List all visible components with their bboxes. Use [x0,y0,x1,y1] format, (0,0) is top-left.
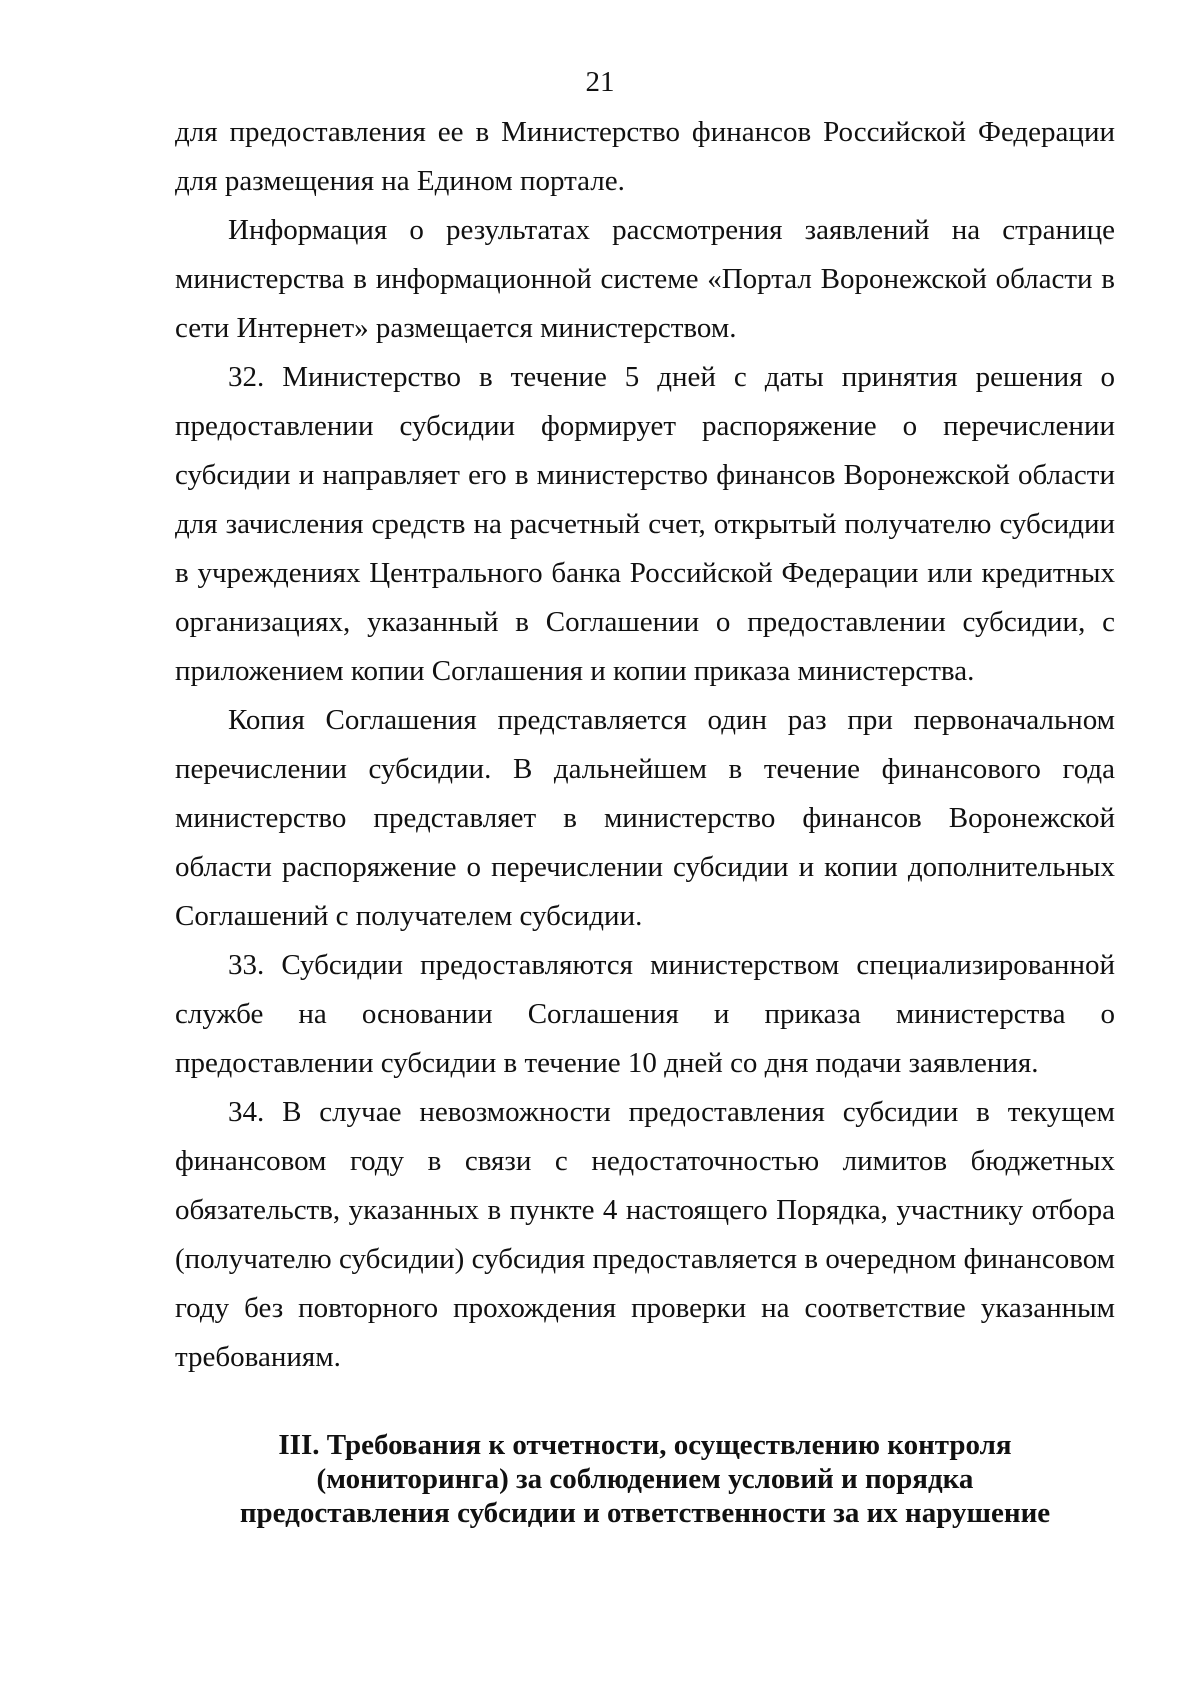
paragraph-portal-info: Информация о результатах рассмотрения заявлений на странице министерства в информационной системе «Портал Воронежской области в сети Интернет» размещается министерством. [175,214,1115,344]
paragraph-item-34: 34. В случае невозможности предоставления субсидии в текущем финансовом году в связи с недостаточностью лимитов бюджетных обязательств, указанных в пункте 4 настоящего Порядка, участнику отбора (получателю субсидии) субсидия предоставляется в очередном финансовом году без повторного прохождения проверки на соответствие указанным требованиям. [175,1096,1115,1373]
paragraph-agreement-copy: Копия Соглашения представляется один раз при первоначальном перечислении субсидии. В дальнейшем в течение финансового года министерство представляет в министерство финансов Воронежской области распоряжение о перечислении субсидии и копии дополнительных Соглашений с получателем субсидии. [175,704,1115,932]
section-heading-line: (мониторинга) за соблюдением условий и порядка [316,1463,974,1495]
section-heading-line: III. Требования к отчетности, осуществлению контроля [278,1429,1012,1461]
paragraph-item-33: 33. Субсидии предоставляются министерством специализированной службе на основании Соглашения и приказа министерства о предоставлении субсидии в течение 10 дней со дня подачи заявления. [175,949,1115,1079]
paragraph-item-32: 32. Министерство в течение 5 дней с даты принятия решения о предоставлении субсидии формирует распоряжение о перечислении субсидии и направляет его в министерство финансов Воронежской области для зачисления средств на расчетный счет, открытый получателю субсидии в учреждениях Центрального банка Российской Федерации или кредитных организациях, указанный в Соглашении о предоставлении субсидии, с приложением копии Соглашения и копии приказа министерства. [175,361,1115,687]
section-heading-line: предоставления субсидии и ответственности за их нарушение [239,1497,1051,1529]
page-number: 21 [585,66,615,98]
paragraph-continuation: для предоставления ее в Министерство финансов Российской Федерации для размещения на Едином портале. [175,116,1115,197]
section-heading [175,1428,1115,1530]
document-body [175,108,1115,1382]
